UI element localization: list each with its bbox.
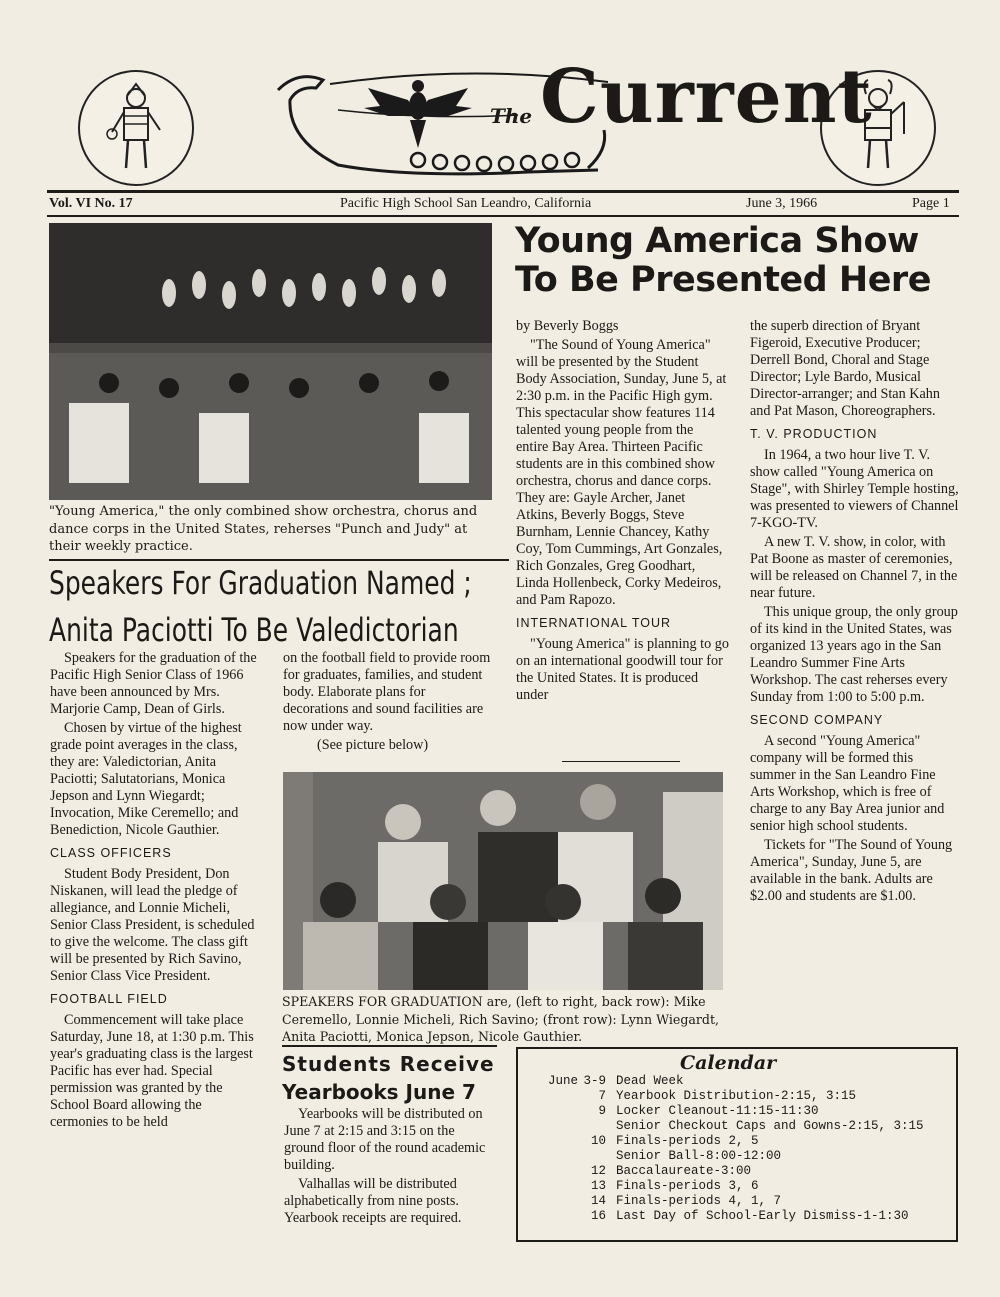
graduation-headline-line1: Speakers For Graduation Named ; (49, 564, 472, 602)
issue-date: June 3, 1966 (746, 196, 818, 211)
young-america-col2 (516, 318, 729, 706)
yearbook-headline-line2: Yearbooks June 7 (282, 1080, 476, 1104)
calendar-row: Senior Checkout Caps and Gowns-2:15, 3:15 (616, 1119, 924, 1133)
calendar-row: Senior Ball-8:00-12:00 (616, 1149, 782, 1163)
calendar-box (516, 1047, 958, 1242)
international-text: "Young America" is planning to go on an international goodwill tour for the United States. It is produced under (516, 636, 729, 703)
byline: by Beverly Boggs (516, 318, 619, 334)
masthead-the: The (490, 104, 533, 128)
see-picture-below: (See picture below) (317, 737, 429, 753)
graduation-col2-text: on the football field to provide room for graduates, families, and student body. Elaborate plans for decorations and sound facilities are now under way. (283, 650, 491, 734)
viking-ship-logo (268, 54, 873, 182)
subhead-football-field: FOOTBALL FIELD (50, 992, 168, 1006)
calendar-row: 14 Finals-periods 4, 1, 7 (590, 1194, 782, 1208)
volume-number: Vol. VI No. 17 (49, 196, 133, 211)
tv-text-1: In 1964, a two hour live T. V. show called "Young America on Stage", with Shirley Temple hosting, was presented to viewers of Channel 7-KGO-TV. (750, 447, 959, 531)
calendar-title: Calendar (680, 1052, 777, 1074)
speakers-photo-caption: SPEAKERS FOR GRADUATION are, (left to right, back row): Mike Ceremello, Lonnie Micheli, Rich Savino; (front row): Lynn Wiegardt, Anita Paciotti, Monica Jepson, Nicole Gauthier. (282, 994, 720, 1044)
subhead-second-company: SECOND COMPANY (750, 713, 884, 727)
calendar-month: June (548, 1074, 579, 1088)
speakers-photo (283, 772, 723, 990)
young-america-headline: Young America Show To Be Presented Here (515, 221, 931, 301)
graduation-col2 (283, 650, 493, 756)
calendar-row: 16 Last Day of School-Early Dismiss-1-1:30 (590, 1209, 909, 1223)
calendar-list (518, 1074, 958, 1224)
second-company-text-1: A second "Young America" company will be formed this summer in the San Leandro Fine Arts Workshop, which is free of charge to any Bay Area junior and senior high school students. (750, 733, 945, 834)
yearbook-headline-line1: Students Receive (282, 1052, 495, 1076)
calendar-row: 10 Finals-periods 2, 5 (590, 1134, 759, 1148)
rehearsal-photo-caption: "Young America," the only combined show orchestra, chorus and dance corps in the United States, reherses "Punch and Judy" at their weekly practice. (49, 504, 478, 554)
yearbook-rule (282, 1045, 497, 1047)
yearbook-text-1: Yearbooks will be distributed on June 7 at 2:15 and 3:15 on the ground floor of the round academic building. (284, 1106, 486, 1173)
calendar-row: 3-9 Dead Week (583, 1074, 684, 1088)
graduation-text-1: Speakers for the graduation of the Pacific High Senior Class of 1966 have been announced by Mrs. Marjorie Camp, Dean of Girls. (50, 650, 257, 717)
school-name: Pacific High School San Leandro, California (340, 196, 592, 211)
young-america-intro: "The Sound of Young America" will be presented by the Student Body Association, Sunday, June 5, at 2:30 p.m. in the Pacific High gym. This spectacular show features 114 talented young people from the entire Bay Area. Thirteen Pacific students are in this combined show orchestra, chorus and dance corps. They are: Gayle Archer, Janet Atkins, Beverly Boggs, Steve Burnham, Lennie Chancey, Kathy Coy, Tom Cummings, Art Gonzales, Rich Gonzales, Greg Goodhart, Linda Hollenbeck, Corky Medeiros, and Pam Rapozo. (516, 337, 727, 608)
graduation-headline-line2: Anita Paciotti To Be Valedictorian (49, 611, 459, 649)
calendar-row: 12 Baccalaureate-3:00 (590, 1164, 752, 1178)
direction-text: the superb direction of Bryant Figeroid, Executive Producer; Derrell Bond, Choral and Stage Director; Lyle Bardo, Musical Director-arranger; and Stan Kahn and Pat Mason, Choreographers. (750, 318, 940, 419)
calendar-row: 9 Locker Cleanout-11:15-11:30 (598, 1104, 819, 1118)
masthead-rule-bottom (47, 215, 959, 217)
masthead-rule-top (47, 190, 959, 193)
tv-text-3: This unique group, the only group of its kind in the United States, was organized 13 years ago in the San Leandro Summer Fine Arts Workshop. The cast reherses every Sunday from 1:00 to 5:00 p.m. (750, 604, 958, 705)
graduation-text-2: Chosen by virtue of the highest grade point averages in the class, they are: Valedictorian, Anita Paciotti; Salutatorians, Monica Jepson and Lynn Wiegardt; Invocation, Mike Ceremello; and Benediction, Nicole Gauthier. (50, 720, 242, 838)
calendar-row: 13 Finals-periods 3, 6 (590, 1179, 759, 1193)
masthead-title: Current (540, 54, 873, 140)
viking-emblem-left (78, 70, 194, 186)
young-america-col3 (750, 318, 960, 907)
yearbook-text-2: Valhallas will be distributed alphabetically from nine posts. Yearbook receipts are required. (284, 1176, 462, 1226)
subhead-tv-production: T. V. PRODUCTION (750, 427, 878, 441)
rehearsal-photo (49, 223, 492, 500)
graduation-rule (49, 559, 509, 561)
class-officers-text: Student Body President, Don Niskanen, will lead the pledge of allegiance, and Lonnie Micheli, Senior Class President, is scheduled to give the welcome. The class gift will be presented by Rich Savino, Senior Class Vice President. (50, 866, 255, 984)
second-company-text-2: Tickets for "The Sound of Young America", Sunday, June 5, are available in the bank. Adults are $2.00 and students are $1.00. (750, 837, 953, 904)
subhead-class-officers: CLASS OFFICERS (50, 846, 172, 860)
page-number: Page 1 (912, 196, 950, 211)
graduation-col1 (50, 650, 258, 1133)
underline-rule (562, 761, 680, 762)
calendar-row: 7 Yearbook Distribution-2:15, 3:15 (598, 1089, 857, 1103)
yearbook-article (284, 1106, 494, 1229)
subhead-international-tour: INTERNATIONAL TOUR (516, 616, 672, 630)
football-field-text: Commencement will take place Saturday, June 18, at 1:30 p.m. This year's graduating class is the largest Pacific has ever had. Special permission was granted by the School Board allowing the cermonies to be held (50, 1012, 254, 1130)
tv-text-2: A new T. V. show, in color, with Pat Boone as master of ceremonies, will be released on Channel 7, in the near future. (750, 534, 958, 601)
